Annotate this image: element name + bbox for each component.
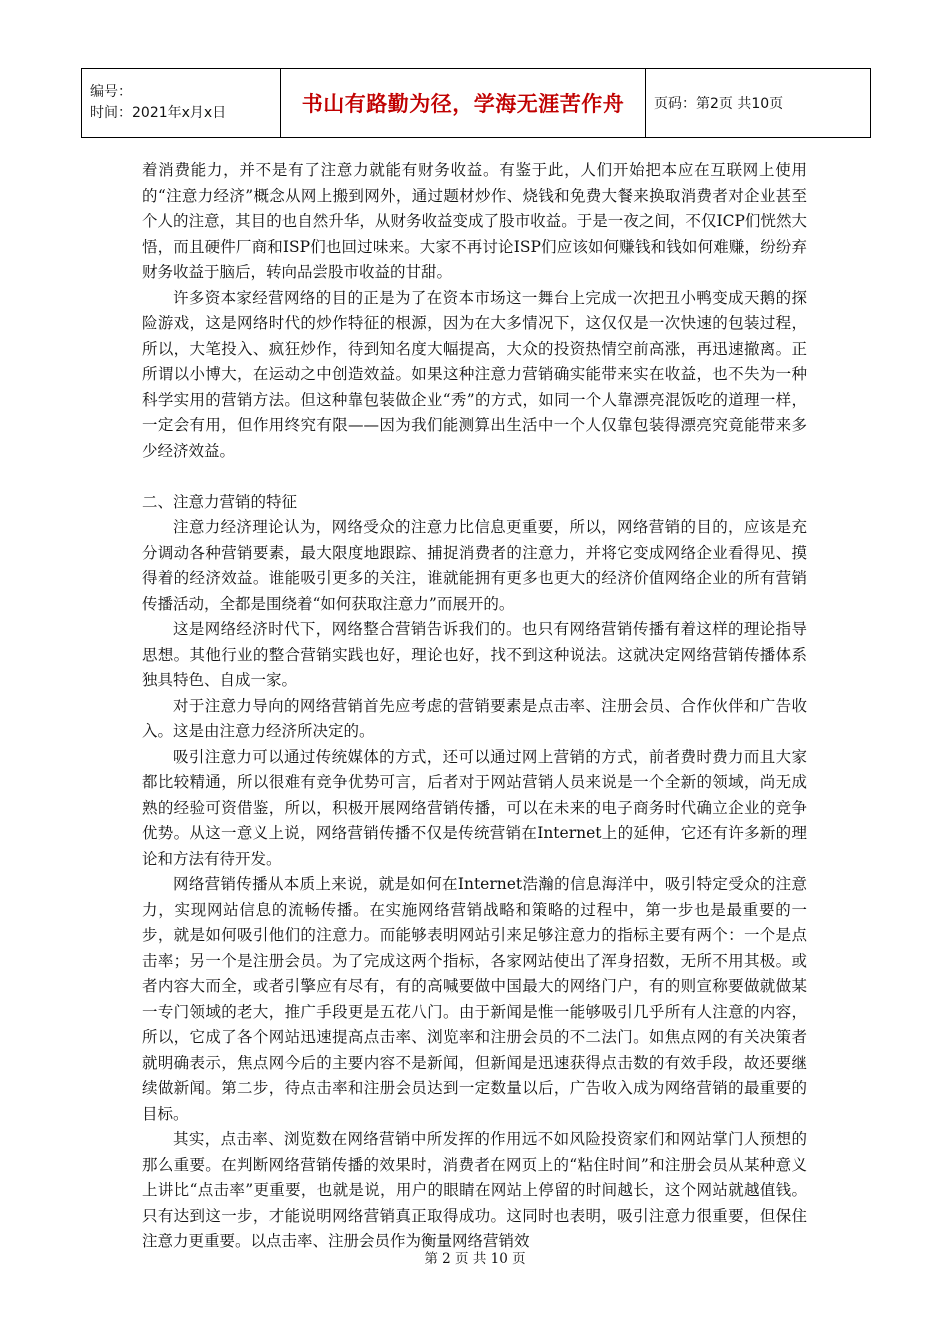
header-motto: 书山有路勤为径，学海无涯苦作舟	[281, 69, 646, 138]
paragraph: 对于注意力导向的网络营销首先应考虑的营销要素是点击率、注册会员、合作伙伴和广告收入。这是由注意力经济所决定的。	[142, 696, 807, 740]
document-header	[81, 68, 871, 138]
header-page-label: 页码：第2页 共10页	[646, 69, 871, 138]
document-date-label: 时间：2021年x月x日	[90, 105, 227, 121]
document-number-label: 编号：	[90, 84, 132, 100]
page-footer: 第 2 页 共 10 页	[424, 1251, 526, 1267]
paragraph: 吸引注意力可以通过传统媒体的方式，还可以通过网上营销的方式，前者费时费力而且大家都比较精通，所以很难有竞争优势可言，后者对于网站营销人员来说是一个全新的领域，尚无成熟的经验可资借鉴，所以，积极开展网络营销传播，可以在未来的电子商务时代确立企业的竞争优势。从这一意义上说，网络营销传播不仅是传统营销在Internet上的延伸，它还有许多新的理论和方法有待开发。	[142, 747, 807, 868]
paragraph: 许多资本家经营网络的目的正是为了在资本市场这一舞台上完成一次把丑小鸭变成天鹅的探险游戏，这是网络时代的炒作特征的根源，因为在大多情况下，这仅仅是一次快速的包装过程，所以，大笔投入、疯狂炒作，待到知名度大幅提高，大众的投资热情空前高涨，再迅速撤离。正所谓以小博大，在运动之中创造效益。如果这种注意力营销确实能带来实在收益，也不失为一种科学实用的营销方法。但这种靠包装做企业“秀”的方式，如同一个人靠漂亮混饭吃的道理一样，一定会有用，但作用终究有限——因为我们能测算出生活中一个人仅靠包装得漂亮究竟能带来多少经济效益。	[142, 288, 807, 460]
paragraph: 这是网络经济时代下，网络整合营销告诉我们的。也只有网络营销传播有着这样的理论指导思想。其他行业的整合营销实践也好，理论也好，找不到这种说法。这就决定网络营销传播体系独具特色、自成一家。	[142, 620, 807, 689]
section-heading: 二、注意力营销的特征	[142, 492, 298, 511]
document-body	[142, 158, 807, 1255]
paragraph: 网络营销传播从本质上来说，就是如何在Internet浩瀚的信息海洋中，吸引特定受众的注意力，实现网站信息的流畅传播。在实施网络营销战略和策略的过程中，第一步也是最重要的一步，就是如何吸引他们的注意力。而能够表明网站引来足够注意力的指标主要有两个：一个是点击率；另一个是注册会员。为了完成这两个指标，各家网站使出了浑身招数，无所不用其极。或者内容大而全，或者引擎应有尽有，有的高喊要做中国最大的网络门户，有的则宣称要做就做某一专门领域的老大，推广手段更是五花八门。由于新闻是惟一能够吸引几乎所有人注意的内容，所以，它成了各个网站迅速提高点击率、浏览率和注册会员的不二法门。如焦点网的有关决策者就明确表示，焦点网今后的主要内容不是新闻，但新闻是迅速获得点击数的有效手段，故还要继续做新闻。第二步，待点击率和注册会员达到一定数量以后，广告收入成为网络营销的最重要的目标。	[142, 875, 807, 1123]
header-meta-cell	[82, 69, 281, 138]
paragraph: 着消费能力，并不是有了注意力就能有财务收益。有鉴于此，人们开始把本应在互联网上使用的“注意力经济”概念从网上搬到网外，通过题材炒作、烧钱和免费大餐来换取消费者对企业甚至个人的注意，其目的也自然升华，从财务收益变成了股市收益。于是一夜之间，不仅ICP们恍然大悟，而且硬件厂商和ISP们也回过味来。大家不再讨论ISP们应该如何赚钱和钱如何难赚，纷纷弃财务收益于脑后，转向品尝股市收益的甘甜。	[142, 161, 808, 281]
paragraph: 注意力经济理论认为，网络受众的注意力比信息更重要，所以，网络营销的目的，应该是充分调动各种营销要素，最大限度地跟踪、捕捉消费者的注意力，并将它变成网络企业看得见、摸得着的经济效益。谁能吸引更多的关注，谁就能拥有更多也更大的经济价值网络企业的所有营销传播活动，全都是围绕着“如何获取注意力”而展开的。	[142, 518, 807, 613]
paragraph: 其实，点击率、浏览数在网络营销中所发挥的作用远不如风险投资家们和网站掌门人预想的那么重要。在判断网络营销传播的效果时，消费者在网页上的“粘住时间”和注册会员从某种意义上讲比“点击率”更重要，也就是说，用户的眼睛在网站上停留的时间越长，这个网站就越值钱。只有达到这一步，才能说明网络营销真正取得成功。这同时也表明，吸引注意力很重要，但保住注意力更重要。以点击率、注册会员作为衡量网络营销效	[142, 1130, 807, 1250]
